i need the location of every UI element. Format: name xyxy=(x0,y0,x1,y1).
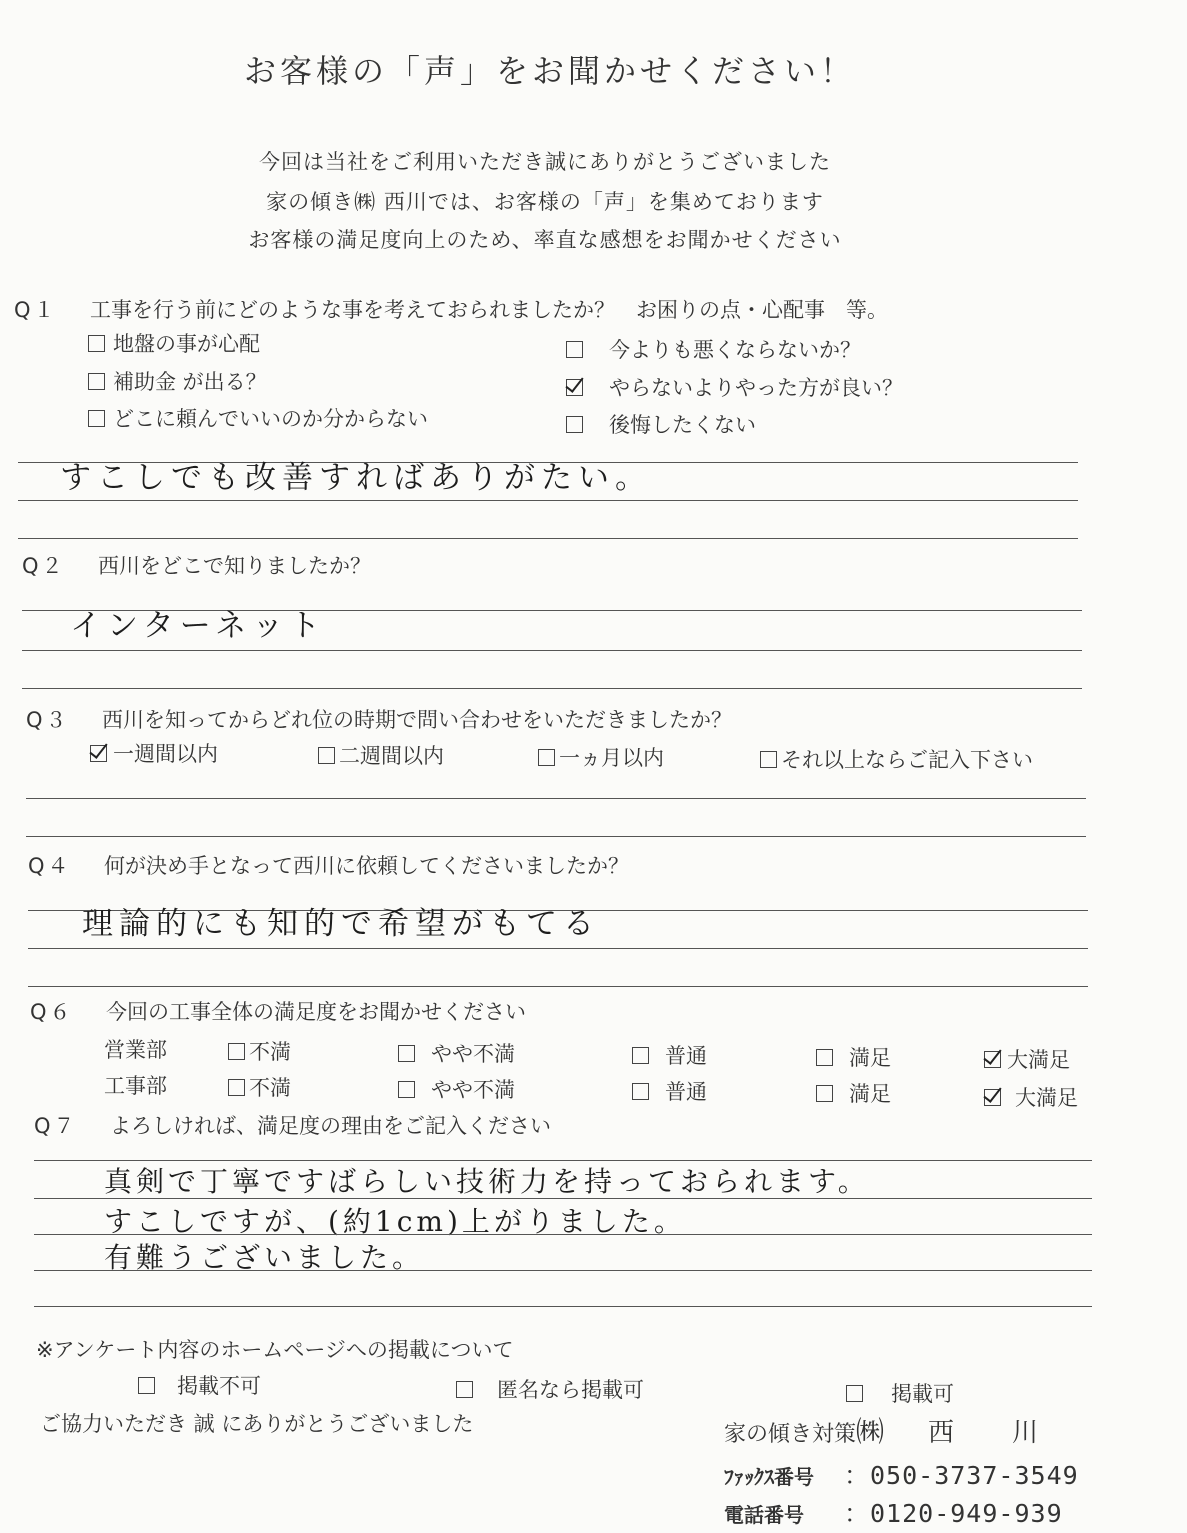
checkbox-icon[interactable] xyxy=(456,1381,473,1398)
q4-question xyxy=(28,850,629,880)
company-name xyxy=(724,1410,1040,1450)
q6-question xyxy=(30,996,526,1026)
answer-line xyxy=(34,1306,1092,1307)
construction-option-neutral[interactable]: 普通 xyxy=(632,1076,707,1106)
answer-line xyxy=(34,1270,1092,1271)
tel-label: 電話番号 xyxy=(724,1503,804,1527)
company-prefix: 家の傾き対策 xyxy=(724,1422,857,1447)
construction-option-somewhat-dissatisfied[interactable]: やや不満 xyxy=(398,1074,515,1104)
q7-handwritten-line-2: すこしですが、(約1cm)上がりました。 xyxy=(104,1205,686,1238)
checkbox-icon[interactable] xyxy=(398,1045,415,1062)
checkbox-icon[interactable] xyxy=(632,1047,649,1064)
q3-text: 西川を知ってからどれ位の時期で問い合わせをいただきましたか？ xyxy=(102,708,732,732)
q2-handwritten-answer: インターネット xyxy=(70,608,327,644)
q1-text: 工事を行う前にどのような事を考えておられましたか？ お困りの点・心配事 等。 xyxy=(90,298,888,322)
checkbox-checked-icon[interactable] xyxy=(90,745,107,762)
q4-text: 何が決め手となって西川に依頼してくださいましたか？ xyxy=(104,854,629,878)
answer-line xyxy=(22,650,1082,651)
checkbox-icon[interactable] xyxy=(566,341,583,358)
checkbox-icon[interactable] xyxy=(566,416,583,433)
company-main-name: 西 川 xyxy=(928,1418,1041,1448)
q1-option-worse[interactable]: 今よりも悪くならないか？ xyxy=(566,334,861,364)
checkbox-icon[interactable] xyxy=(760,751,777,768)
q7-question xyxy=(34,1110,551,1140)
sales-option-very-satisfied[interactable]: 大満足 xyxy=(984,1044,1070,1074)
answer-line xyxy=(34,1234,1092,1235)
answer-line xyxy=(28,986,1088,987)
intro-line-2: 家の傾き㈱ 西川では、お客様の「声」を集めております xyxy=(266,190,824,214)
checkbox-checked-icon[interactable] xyxy=(984,1051,1001,1068)
q3-option-one-month[interactable]: 一ヵ月以内 xyxy=(538,742,664,772)
intro-line-1: 今回は当社をご利用いただき誠にありがとうございました xyxy=(259,150,831,174)
page-title: お客様の「声」をお聞かせください！ xyxy=(243,52,856,90)
q4-number: Q４ xyxy=(28,854,72,878)
answer-line xyxy=(22,688,1082,689)
checkbox-icon[interactable] xyxy=(228,1043,245,1060)
fax-label: ﾌｧｯｸｽ番号 xyxy=(724,1465,814,1489)
q2-number: Q２ xyxy=(22,554,66,578)
sales-option-somewhat-dissatisfied[interactable]: やや不満 xyxy=(398,1038,515,1068)
company-mark: ㈱ xyxy=(856,1415,885,1448)
q1-option-regret[interactable]: 後悔したくない xyxy=(566,409,756,439)
q1-number: Q１ xyxy=(14,298,58,322)
dept-construction-label: 工事部 xyxy=(104,1074,167,1098)
fax-row xyxy=(724,1456,1079,1492)
answer-line xyxy=(18,538,1078,539)
q6-number: Q６ xyxy=(30,1000,74,1024)
construction-option-dissatisfied[interactable]: 不満 xyxy=(228,1072,291,1102)
q3-question xyxy=(26,704,732,734)
q1-option-ground[interactable]: 地盤の事が心配 xyxy=(88,328,260,358)
q1-option-better[interactable]: やらないよりやった方が良い？ xyxy=(566,372,903,402)
checkbox-checked-icon[interactable] xyxy=(984,1089,1001,1106)
q3-number: Q３ xyxy=(26,708,70,732)
q7-handwritten-line-3: 有難うございました。 xyxy=(104,1241,425,1274)
publish-note: ※アンケート内容のホームページへの掲載について xyxy=(36,1338,514,1362)
intro-line-3: お客様の満足度向上のため、率直な感想をお聞かせください xyxy=(248,228,842,252)
q3-option-one-week[interactable]: 一週間以内 xyxy=(90,738,218,768)
q7-handwritten-line-1: 真剣で丁寧ですばらしい技術力を持っておられます。 xyxy=(104,1165,870,1198)
checkbox-icon[interactable] xyxy=(398,1081,415,1098)
answer-line xyxy=(28,948,1088,949)
answer-line xyxy=(34,1198,1092,1199)
checkbox-icon[interactable] xyxy=(88,335,105,352)
checkbox-icon[interactable] xyxy=(88,410,105,427)
q4-handwritten-answer: 理論的にも知的で希望がもてる xyxy=(82,906,600,942)
sales-option-neutral[interactable]: 普通 xyxy=(632,1040,707,1070)
checkbox-icon[interactable] xyxy=(632,1083,649,1100)
answer-line xyxy=(26,798,1086,799)
q1-option-unsure[interactable]: どこに頼んでいいのか分からない xyxy=(88,403,428,433)
checkbox-icon[interactable] xyxy=(816,1085,833,1102)
tel-row xyxy=(724,1494,1063,1530)
answer-line xyxy=(26,836,1086,837)
publish-option-no[interactable]: 掲載不可 xyxy=(138,1370,261,1400)
checkbox-icon[interactable] xyxy=(816,1049,833,1066)
checkbox-icon[interactable] xyxy=(846,1385,863,1402)
q2-question xyxy=(22,550,371,580)
dept-sales-label: 営業部 xyxy=(104,1038,167,1062)
publish-option-anonymous[interactable]: 匿名なら掲載可 xyxy=(456,1374,644,1404)
checkbox-icon[interactable] xyxy=(318,747,335,764)
q1-handwritten-answer: すこしでも改善すればありがたい。 xyxy=(60,460,652,496)
thanks-text: ご協力いただき 誠 にありがとうございました xyxy=(40,1412,474,1436)
q7-number: Q７ xyxy=(34,1114,78,1138)
q2-text: 西川をどこで知りましたか？ xyxy=(98,554,371,578)
checkbox-icon[interactable] xyxy=(88,373,105,390)
construction-option-satisfied[interactable]: 満足 xyxy=(816,1078,891,1108)
fax-number: ：050-3737-3549 xyxy=(844,1461,1079,1490)
answer-line xyxy=(18,500,1078,501)
checkbox-icon[interactable] xyxy=(228,1079,245,1096)
checkbox-icon[interactable] xyxy=(538,749,555,766)
checkbox-checked-icon[interactable] xyxy=(566,379,583,396)
construction-option-very-satisfied[interactable]: 大満足 xyxy=(984,1082,1078,1112)
q7-text: よろしければ、満足度の理由をご記入ください xyxy=(110,1114,551,1138)
q6-text: 今回の工事全体の満足度をお聞かせください xyxy=(106,1000,526,1024)
q3-option-longer[interactable]: それ以上ならご記入下さい xyxy=(760,744,1033,774)
sales-option-satisfied[interactable]: 満足 xyxy=(816,1042,891,1072)
q1-question xyxy=(14,294,888,324)
tel-number: ：0120-949-939 xyxy=(844,1499,1063,1528)
q1-option-subsidy[interactable]: 補助金 が出る？ xyxy=(88,366,267,396)
publish-option-yes[interactable]: 掲載可 xyxy=(846,1378,954,1408)
q3-option-two-weeks[interactable]: 二週間以内 xyxy=(318,740,444,770)
checkbox-icon[interactable] xyxy=(138,1377,155,1394)
sales-option-dissatisfied[interactable]: 不満 xyxy=(228,1036,291,1066)
